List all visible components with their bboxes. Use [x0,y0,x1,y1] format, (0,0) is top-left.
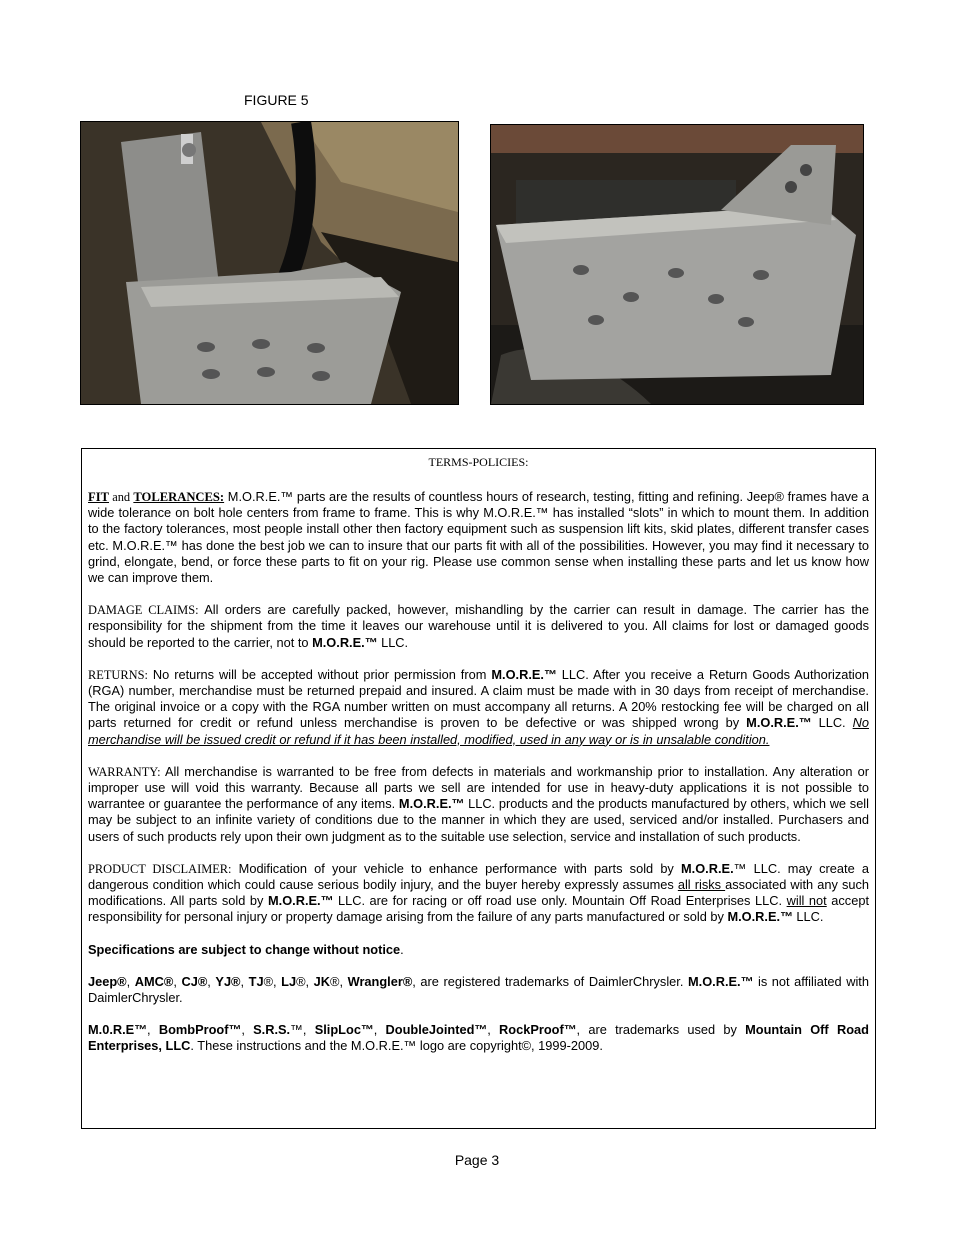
disclaimer-brand-2: M.O.R.E.™ [267,893,334,909]
figure-label: FIGURE 5 [244,92,309,108]
tm-separator: , [207,973,216,989]
damage-tail: LLC. [377,634,409,650]
warranty-brand: M.O.R.E.™ [398,796,465,812]
damage-claims-paragraph [88,602,869,651]
tm-cj: CJ® [181,973,208,989]
returns-brand-2: M.O.R.E.™ [746,715,812,731]
returns-brand-1: M.O.R.E.™ [491,666,557,682]
tm-tj: TJ [248,973,264,989]
tolerances-heading: TOLERANCES: [133,490,225,504]
disclaimer-all-risks: all risks [677,877,726,893]
tm-jeep: Jeep® [88,973,127,989]
tm2-bombproof: BombProof™ [158,1022,242,1038]
tm2-srs: S.R.S. [253,1022,291,1038]
tm2-separator: , [373,1022,386,1038]
tm2-company: Mountain Off Road Enterprises, LLC [88,1022,869,1054]
tm-registered-mark: ®, [330,973,348,989]
tm-registered-mark: ®, [263,973,282,989]
trademarks-used-paragraph [88,1022,869,1054]
tm-mid: , are registered trademarks of DaimlerChrysler. [412,973,688,989]
disclaimer-tm-1: ™ LLC. may create a dangerous condition which could cause serious bodily injury, and the buyer hereby expressly assumes [88,860,869,893]
fit-heading: FIT [88,490,109,504]
returns-body-2: LLC. After you receive a Return Goods Authorization (RGA) number, merchandise must be returned prepaid and insured. A claim must be made with in 30 days from receipt of merchandise. The original invoice or a copy with the RGA number written on must accompany all returns. A 20% restocking fee will be charged on all parts returned for credit or refund unless merchandise is proven to be defective or was shipped wrong by [88,666,869,731]
returns-paragraph [88,667,869,748]
disclaimer-body-3: LLC. are for racing or off road use only. Mountain Off Road Enterprises LLC. [333,893,787,909]
tm2-mid: , are trademarks used by [576,1022,746,1038]
terms-title: TERMS-POLICIES: [428,455,529,469]
warranty-heading: WARRANTY: [88,764,161,779]
disclaimer-will-not: will not [786,893,827,909]
fit-heading-and: and [109,490,134,504]
tm-registered-mark: ®, [296,973,314,989]
disclaimer-tail: LLC. [792,909,824,925]
product-disclaimer-heading: PRODUCT DISCLAIMER: [88,861,232,876]
tm-amc: AMC® [134,973,174,989]
specifications-notice [88,942,869,958]
warranty-paragraph [88,764,869,845]
damage-claims-heading: DAMAGE CLAIMS: [88,603,199,618]
warranty-body-2: LLC. products and the products manufactured by others, which we sell may be subject to an infinite variety of conditions due to the manner in which they are used, serviced and/or installed. Purchasers and users of such products rely upon their own judgment as to the suitable use selection, service and installation of such products. [88,796,869,844]
tm2-doublejointed: DoubleJointed™ [385,1022,488,1038]
tm-separator: , [173,973,182,989]
tm2-more: M.0.R.E™ [88,1022,148,1038]
damage-brand: M.O.R.E.™ [312,634,378,650]
returns-heading: RETURNS: [88,667,148,682]
disclaimer-brand-1: M.O.R.E. [681,860,734,876]
tm2-separator: , [487,1022,500,1038]
tm-separator: , [126,973,135,989]
warranty-body-1: All merchandise is warranted to be free from defects in materials and workmanship prior to installation. Any alteration or improper use will void this warranty. Because all parts we sell are intended for use in heavy-duty applications it is not possible to warrantee or guarantee the performance of any items. [88,763,869,812]
figure-photo-left [80,121,459,405]
disclaimer-body-4: accept responsibility for personal injury or property damage arising from the failure of any parts manufactured or sold by [88,893,869,925]
disclaimer-body-2: associated with any such modifications. All parts sold by [88,877,870,909]
tm2-separator: , [147,1022,159,1038]
returns-body-3: LLC. [811,715,853,731]
fit-body: M.O.R.E.™ parts are the results of countless hours of research, testing, fitting and refining. Jeep® frames have a wide tolerance on bolt hole centers from frame to frame. This is why M.O.R.E.™ has installed “slots” in which to mount them. In addition to the factory tolerances, most people install other then factory equipment such as suspension lift kits, skid plates, different transfer cases etc. M.O.R.E.™ has done the best job we can to insure that our parts fit with all of the possibilities. However, you may find it necessary to grind, elongate, bend, or force these parts to fit on your rig. Please use common sense when installing these parts and let us know how we can improve them. [88,489,869,586]
tm2-tm-mark: ™, [290,1022,315,1038]
fit-tolerances-paragraph [88,489,869,586]
tm-wrangler: Wrangler® [347,973,413,989]
damage-body: All orders are carefully packed, however, mishandling by the carrier can result in damage. The carrier has the responsibility for the shipment from the time it leaves our warehouse until it is delivered to you. All claims for lost or damaged goods should be reported to the carrier, not to [88,602,869,650]
specifications-tail: . [400,941,404,957]
tm2-rockproof: RockProof™ [499,1022,577,1038]
terms-policies-box [81,448,876,1129]
figure-photo-right [490,124,864,405]
tm-brand: M.O.R.E.™ [687,973,754,989]
tm-lj: LJ [281,973,297,989]
tm2-separator: , [241,1022,254,1038]
product-disclaimer-paragraph [88,861,869,926]
page-number: Page 3 [454,1152,500,1168]
tm-jk: JK [313,973,331,989]
specifications-bold: Specifications are subject to change without notice [88,941,401,957]
returns-body-1: No returns will be accepted without prior permission from [147,666,492,682]
disclaimer-brand-3: M.O.R.E.™ [727,909,793,925]
tm2-tail: . These instructions and the M.O.R.E.™ logo are copyright©, 1999-2009. [190,1038,603,1054]
tm-yj: YJ® [215,973,241,989]
returns-no-refund-notice: No merchandise will be issued credit or refund if it has been installed, modified, used in any way or is in unsalable condition. [88,715,869,747]
tm-tail: is not affiliated with DaimlerChrysler. [88,973,869,1006]
tm-separator: , [240,973,249,989]
tm2-sliploc: SlipLoc™ [314,1022,374,1038]
registered-trademarks-paragraph [88,974,869,1006]
disclaimer-body-1: Modification of your vehicle to enhance performance with parts sold by [231,860,682,876]
